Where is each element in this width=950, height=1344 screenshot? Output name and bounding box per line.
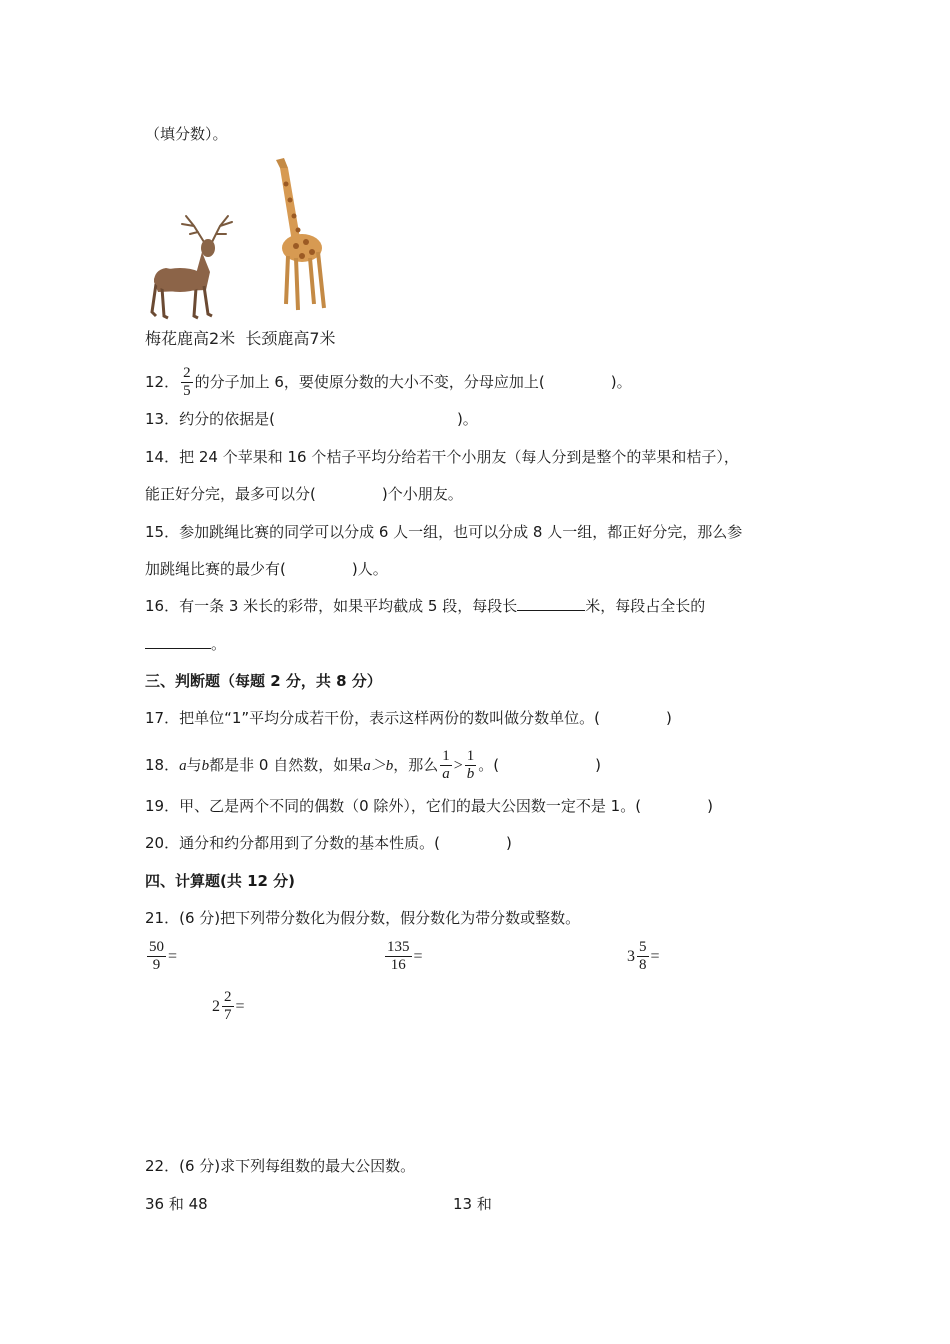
question-17: 17．把单位“1”平均分成若干份，表示这样两份的数叫做分数单位。( ) (145, 709, 672, 727)
question-16-line2: 。 (145, 634, 226, 654)
question-14-line1: 14．把 24 个苹果和 16 个桔子平均分给若干个小朋友（每人分到是整个的苹果和桔子）， (145, 448, 739, 466)
section-3-title: 三、判断题（每题 2 分，共 8 分） (145, 672, 382, 690)
fraction: $\frac{50}{9}$ (149, 939, 164, 973)
deer-illustration (146, 212, 238, 328)
question-12: 12． $\frac{2}{5}$ 的分子加上 6，要使原分数的大小不变，分母应加上( )。 (145, 365, 632, 399)
question-19: 19．甲、乙是两个不同的偶数（0 除外），它们的最大公因数一定不是 1。( ) (145, 797, 713, 815)
question-15-line2: 加跳绳比赛的最少有( )人。 (145, 560, 388, 578)
expression-2: $\frac{135}{16}$ = (387, 939, 423, 973)
fraction: $\frac{2}{5}$ (183, 365, 191, 399)
expression-1: $\frac{50}{9}$ = (149, 939, 178, 973)
group-1: 36 和 48 (145, 1195, 208, 1213)
question-14-line2: 能正好分完，最多可以分( )个小朋友。 (145, 485, 463, 503)
question-16-line1: 16．有一条 3 米长的彩带，如果平均截成 5 段，每段长 米，每段占全长的 (145, 597, 706, 615)
question-13: 13．约分的依据是( )。 (145, 410, 478, 428)
giraffe-illustration (262, 154, 332, 318)
fraction: $\frac{1}{b}$ (466, 748, 475, 782)
fraction: $\frac{2}{7}$ (224, 989, 232, 1023)
question-20: 20．通分和约分都用到了分数的基本性质。( ) (145, 834, 512, 852)
image-caption (145, 326, 336, 349)
answer-blank[interactable] (517, 596, 585, 611)
fraction: $\frac{1}{a}$ (442, 748, 450, 782)
section-4-title: 四、计算题(共 12 分) (145, 872, 296, 890)
fraction: $\frac{5}{8}$ (639, 939, 647, 973)
intro-text: （填分数）。 (145, 125, 228, 143)
deer-caption: 梅花鹿高2米 (145, 329, 236, 348)
giraffe-caption: 长颈鹿高7米 (245, 329, 336, 348)
question-21: 21．(6 分)把下列带分数化为假分数，假分数化为带分数或整数。 (145, 909, 581, 927)
expression-4: 2 $\frac{2}{7}$ = (212, 989, 245, 1023)
answer-blank[interactable] (145, 634, 211, 649)
group-2: 13 和 (453, 1195, 492, 1213)
expression-3: 3 $\frac{5}{8}$ = (627, 939, 660, 973)
question-22: 22．(6 分)求下列每组数的最大公因数。 (145, 1157, 416, 1175)
fraction: $\frac{135}{16}$ (387, 939, 410, 973)
question-15-line1: 15．参加跳绳比赛的同学可以分成 6 人一组，也可以分成 8 人一组，都正好分完，那么参 (145, 523, 743, 541)
question-18: 18．a与b都是非 0 自然数，如果a＞b，那么 $\frac{1}{a}$ > $\frac{1}{b}$ 。( ) (145, 748, 601, 782)
